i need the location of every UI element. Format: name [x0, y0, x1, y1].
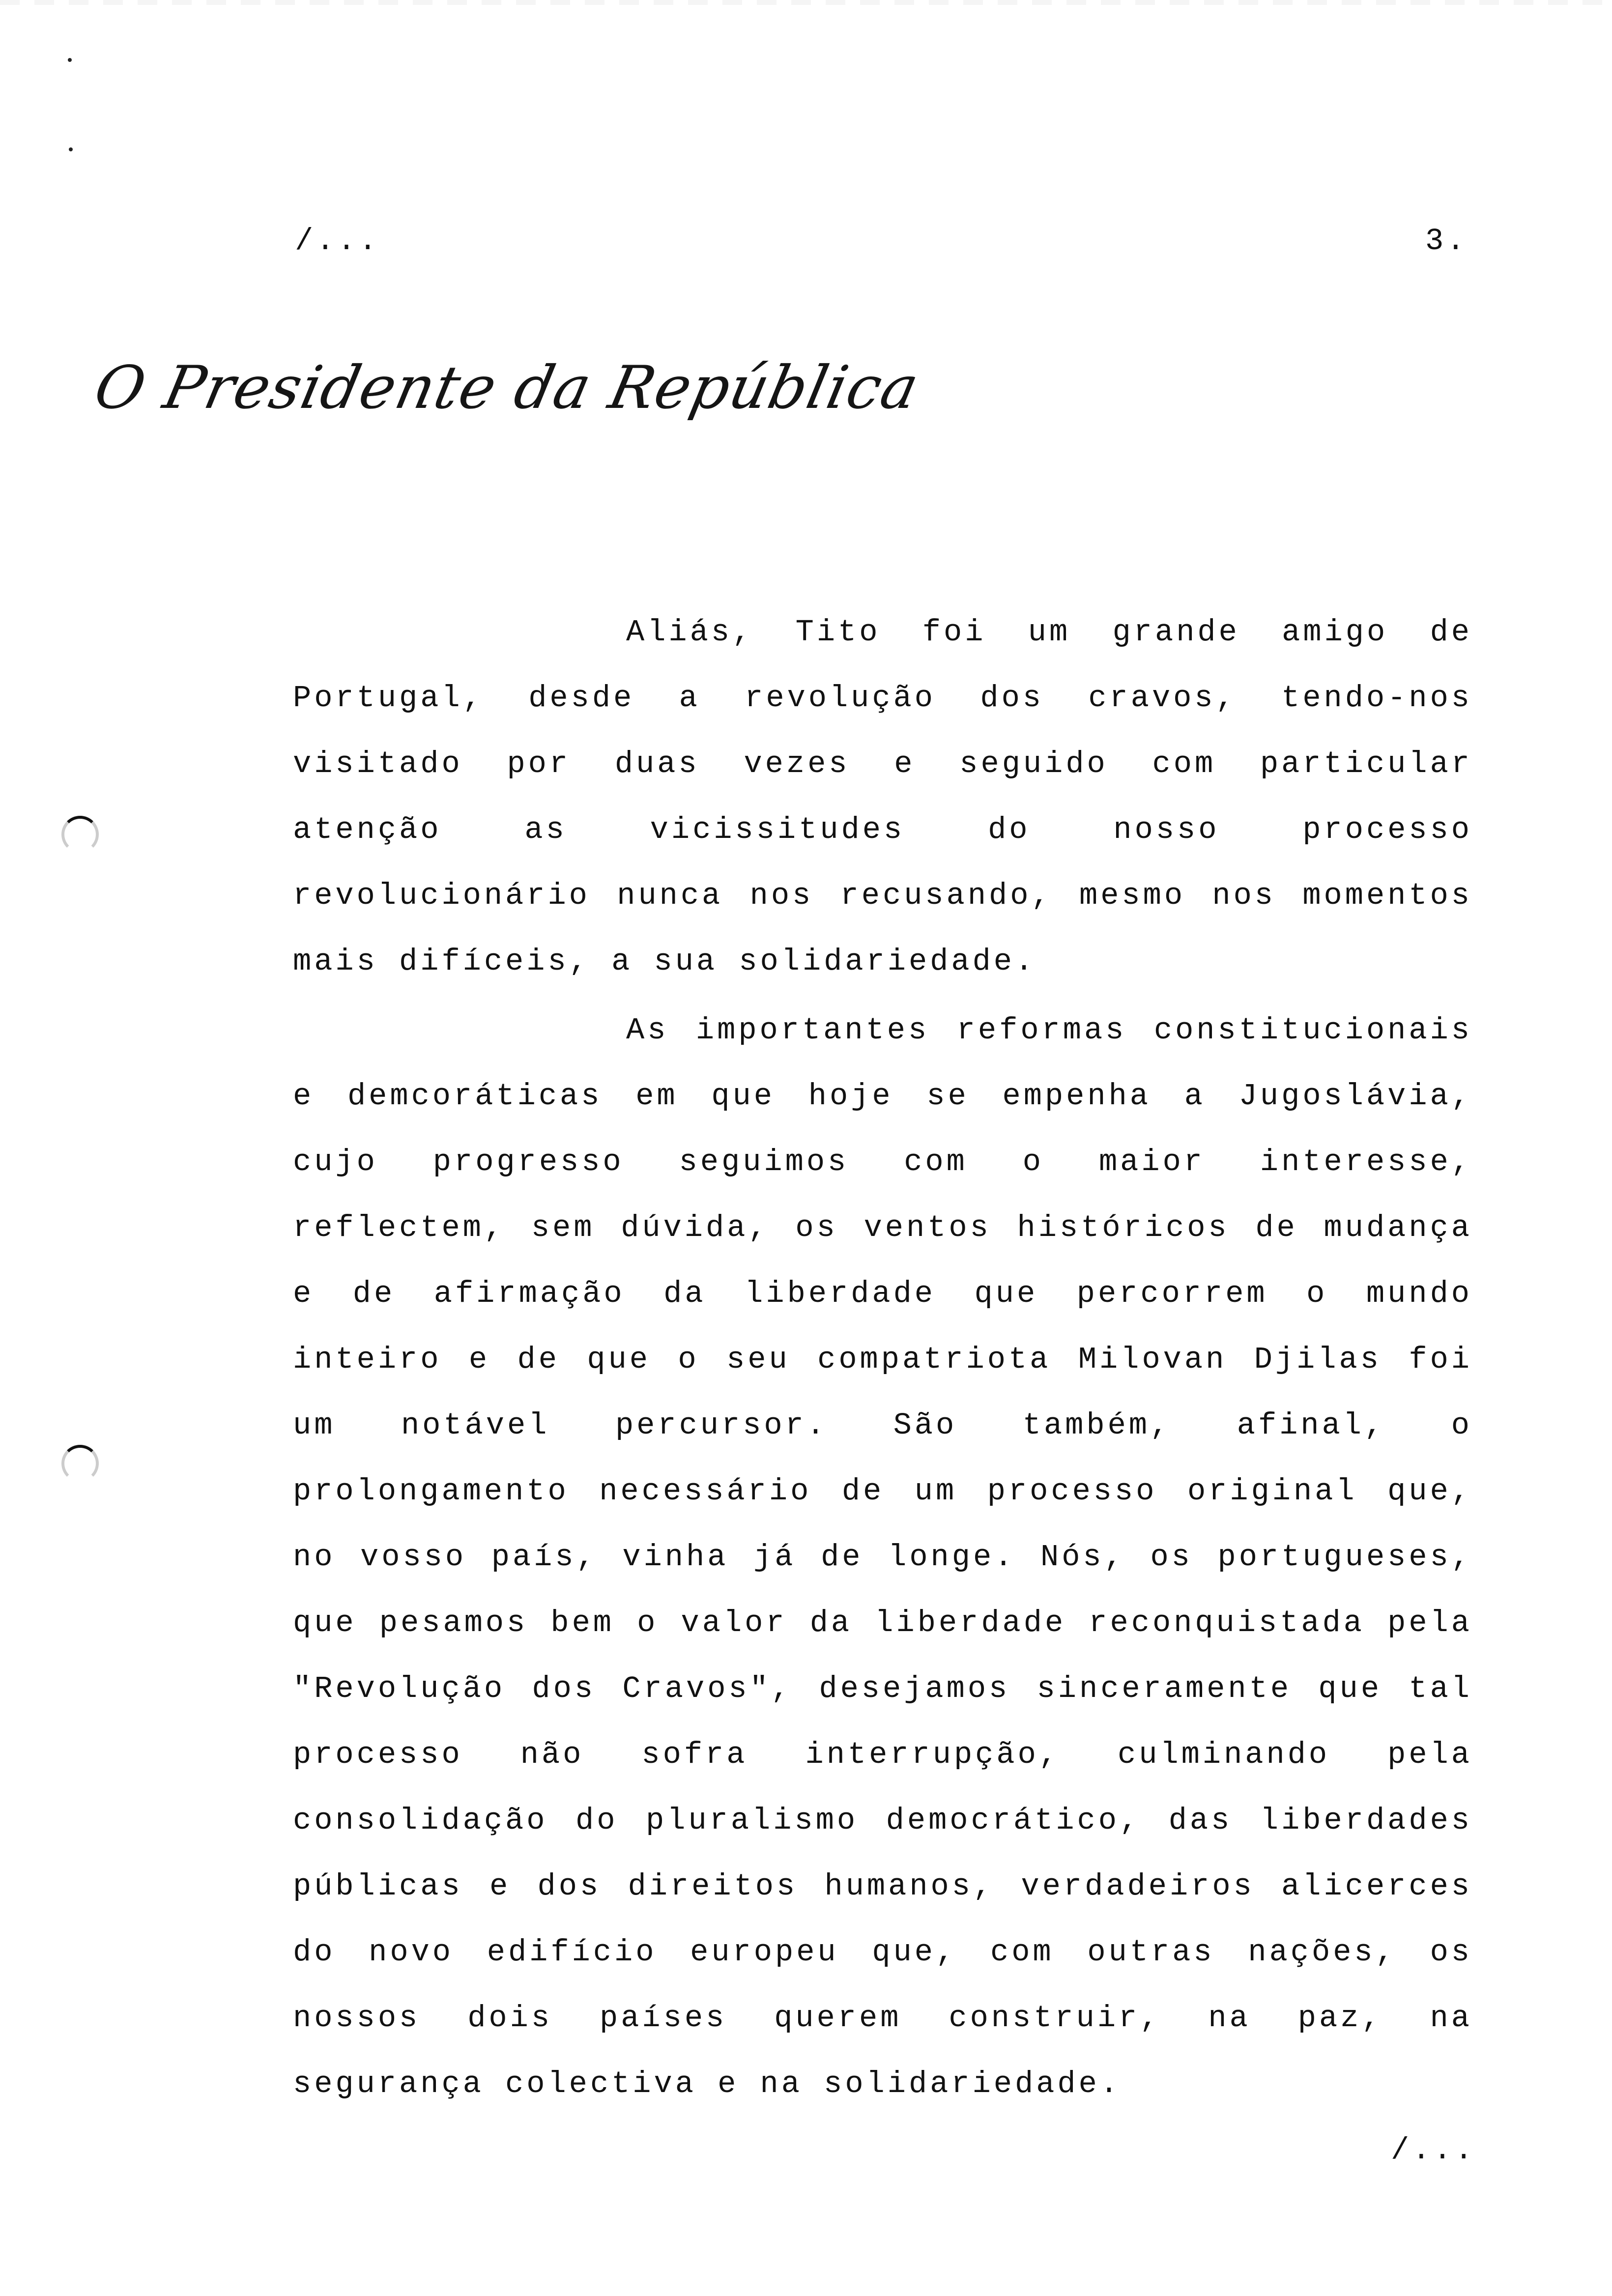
page-number: 3.: [1425, 224, 1468, 258]
scan-edge-noise: [0, 0, 1612, 5]
scan-speck: [68, 58, 72, 62]
paragraph-2: As importantes reformas constitucionais e demcoráticas em que hoje se empenha a Jugoslávia, cujo progresso seguimos com o maior interesse, reflectem, sem dúvida, os ventos históricos de mudança e de afirmação da liberdade que percorrem o mundo inteiro e de que o seu compatriota Milovan Djilas foi um notável percursor. São também, afinal, o prolongamento necessário de um processo original que, no vosso país, vinha já de longe. Nós, os portugueses, que pesamos bem o valor da liberdade reconquistada pela "Revolução dos Cravos", desejamos sinceramente que tal processo não sofra interrupção, culminando pela consolidação do pluralismo democrático, das liberdades públicas e dos direitos humanos, verdadeiros alicerces do novo edifício europeu que, com outras nações, os nossos dois países querem construir, na paz, na segurança colectiva e na solidariedade.: [293, 1013, 1472, 2101]
continuation-marker-top: /...: [295, 224, 380, 258]
scan-speck: [69, 147, 73, 151]
binding-hole-mark: [61, 1445, 99, 1482]
paragraph-1: Aliás, Tito foi um grande amigo de Portugal, desde a revolução dos cravos, tendo-nos visitado por duas vezes e seguido com particular atenção as vicissitudes do nosso processo revolucionário nunca nos recusando, mesmo nos momentos mais difíceis, a sua solidariedade.: [293, 615, 1472, 979]
continuation-marker-bottom: /...: [1391, 2133, 1476, 2168]
letterhead-title: O Presidente da República: [88, 354, 925, 422]
binding-hole-mark: [61, 816, 99, 853]
